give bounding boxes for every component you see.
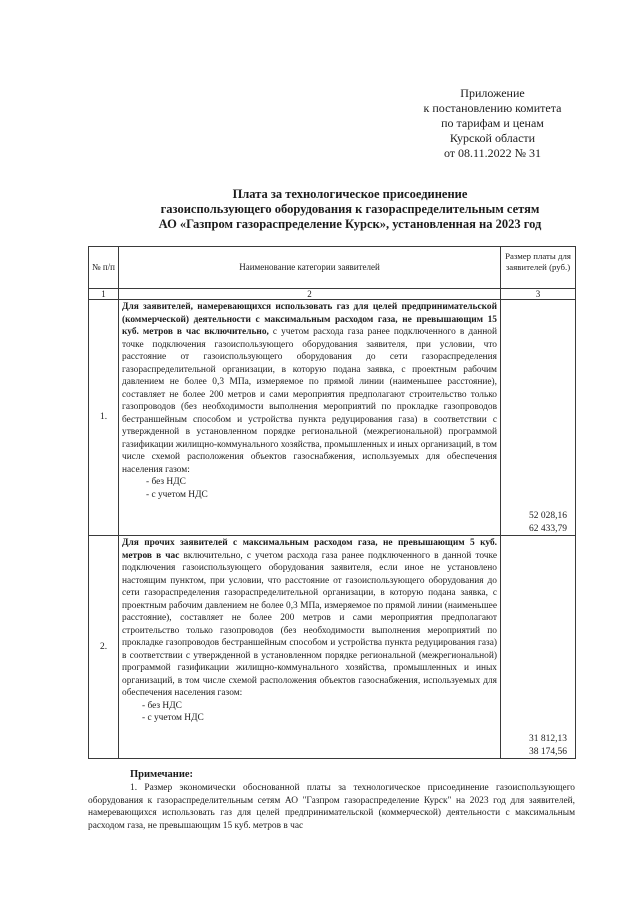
tariff-table (88, 246, 576, 759)
column-index: 2 (119, 289, 501, 300)
appendix-block (400, 86, 585, 161)
appendix-line: к постановлению комитета (423, 101, 562, 115)
note-title: Примечание: (130, 769, 194, 780)
table-row (89, 536, 576, 759)
row-bold-text: Для заявителей, намеревающихся использовать газ для целей предпринимательской (коммерческой) деятельности с максимальным расходом газа, не превышающим 15 куб. метров в час включительно, (122, 302, 497, 337)
title-line: Плата за технологическое присоединение (232, 187, 468, 201)
note-text: 1. Размер экономически обоснованной платы за технологическое присоединение газоиспользующего оборудования к газораспределительным сетям АО "Газпром газораспределение Курск" на 2023 год для заявителей, намеревающихся использовать газ для целей предпринимательской (коммерческой) деятельности с максимальным расходом газа, не превышающим 15 куб. метров в час (88, 783, 575, 831)
row-description (119, 536, 501, 759)
with-vat-label: - с учетом НДС (142, 713, 204, 723)
appendix-line: Курской области (449, 131, 536, 145)
header-num: № п/п (89, 247, 119, 289)
title-line: газоиспользующего оборудования к газораспределительным сетям (160, 202, 540, 216)
table-header-row (89, 247, 576, 289)
row-bold-text: Для прочих заявителей с максимальным расходом газа, не превышающим 5 куб. метров в час (122, 538, 497, 561)
appendix-line: по тарифам и ценам (441, 116, 544, 130)
price-without-vat: 52 028,16 (529, 510, 567, 521)
price-without-vat: 31 812,13 (529, 733, 567, 744)
price-with-vat: 38 174,56 (529, 746, 567, 757)
document-title (130, 187, 570, 232)
appendix-line: Приложение (460, 86, 525, 100)
row-price-cell (501, 300, 576, 536)
column-index-row (89, 289, 576, 300)
title-line: АО «Газпром газораспределение Курск», установленная на 2023 год (158, 217, 542, 231)
without-vat-label: - без НДС (146, 477, 186, 487)
appendix-line: от 08.11.2022 № 31 (443, 146, 542, 160)
column-index: 1 (89, 289, 119, 300)
column-index: 3 (501, 289, 576, 300)
row-number: 2. (89, 536, 119, 759)
row-text: включительно, с учетом расхода газа ранее подключенного в данной точке подключения газоиспользующего оборудования заявителя, если иное не установлено настоящим пунктом, при условии, что расстояние от газоиспользующего оборудования до сети газораспределения газораспределительной организации, в которую подана заявка, с проектным рабочим давлением не более 0,3 МПа, измеряемое по прямой линии (наименьшее расстояние), составляет не более 200 метров и сами мероприятия предполагают строительство только газопроводов (без необходимости выполнения мероприятий по прокладке газопроводов бестраншейным способом и устройства пункта редуцирования газа) в соответствии с утвержденной в установленном порядке региональной (межрегиональной) программой газификации жилищно-коммунального хозяйства, промышленных и иных организаций, в том числе схемой расположения объектов газоснабжения, используемых для обеспечения населения газом: (122, 550, 497, 698)
row-number: 1. (89, 300, 119, 536)
header-name: Наименование категории заявителей (119, 247, 501, 289)
row-description (119, 300, 501, 536)
with-vat-label: - с учетом НДС (146, 489, 208, 500)
row-price-cell (501, 536, 576, 759)
table-row (89, 300, 576, 536)
price-with-vat: 62 433,79 (529, 523, 567, 534)
row-text: с учетом расхода газа ранее подключенного в данной точке подключения газоиспользующего оборудования заявителя, при условии, что расстояние от газоиспользующего оборудования до сети газораспределения газораспределительной организации, в которую подана заявка, с проектным рабочим давлением не более 0,3 МПа, измеряемое по прямой линии (наименьшее расстояние), составляет не более 200 метров и сами мероприятия предполагают строительство только газопроводов (без необходимости выполнения мероприятий по прокладке газопроводов бестраншейным способом и устройства пункта редуцирования газа) в соответствии с утвержденной в установленном порядке региональной (межрегиональной) программой газификации жилищно-коммунального хозяйства, промышленных и иных организаций, в том числе схемой расположения объектов газоснабжения, используемых для обеспечения населения газом: (122, 327, 497, 475)
header-size: Размер платы для заявителей (руб.) (501, 247, 576, 289)
without-vat-label: - без НДС (142, 700, 182, 711)
